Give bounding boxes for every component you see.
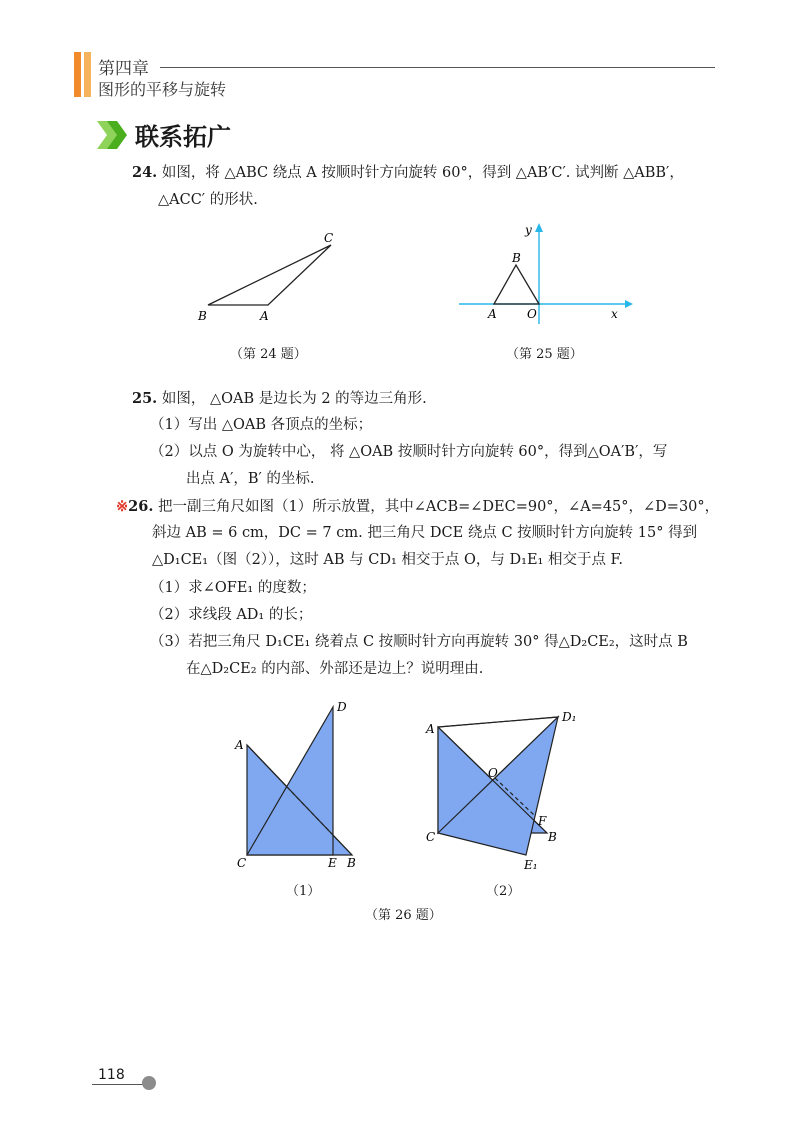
figure-25 (455, 220, 635, 325)
q25-part2a: （2）以点 O 为旋转中心， 将 △OAB 按顺时针方向旋转 60°，得到△OA′B′，写 (150, 444, 668, 460)
q25-line1: 如图， △OAB 是边长为 2 的等边三角形. (161, 391, 427, 407)
fig26-2-label-d1: D₁ (562, 710, 577, 724)
fig26-1-label-c: C (237, 856, 247, 870)
q25-caption: （第 25 题） (506, 347, 583, 362)
fig25-label-x: x (611, 307, 618, 321)
q24-caption: （第 24 题） (230, 347, 307, 362)
double-chevron-icon (95, 119, 131, 151)
q25-text-line1 (132, 390, 427, 408)
fig25-label-a: A (488, 307, 497, 321)
q26-fig2-caption: （2） (486, 884, 521, 899)
q24-text-line1 (132, 164, 684, 182)
q26-part1: （1）求∠OFE₁ 的度数； (150, 580, 316, 596)
q25-part2b: 出点 A′，B′ 的坐标. (186, 471, 315, 487)
q26-part3a: （3）若把三角尺 D₁CE₁ 绕着点 C 按顺时针方向再旋转 30° 得△D₂CE₂，这时点 B (150, 634, 688, 650)
q26-text-line1 (116, 498, 719, 516)
fig24-label-b: B (198, 309, 207, 323)
figure-24 (190, 228, 350, 328)
q26-part3b: 在△D₂CE₂ 的内部、外部还是边上？说明理由. (186, 661, 484, 677)
figure-26-1 (225, 695, 365, 870)
fig26-1-label-a: A (235, 738, 244, 752)
fig26-2-label-b: B (548, 830, 557, 844)
q26-caption: （第 26 题） (365, 908, 442, 923)
page-number-rule (92, 1084, 148, 1085)
chapter-number: 第四章 (98, 59, 149, 79)
fig26-1-label-e: E (328, 856, 337, 870)
q24-number: 24. (132, 164, 158, 181)
fig26-2-label-e1: E₁ (524, 858, 538, 872)
q26-number: 26. (128, 498, 154, 515)
q25-number: 25. (132, 390, 158, 407)
fig26-2-label-a: A (426, 722, 435, 736)
section-title: 联系拓广 (135, 123, 231, 151)
fig25-label-y: y (525, 223, 532, 237)
fig26-2-label-o: O (488, 766, 498, 780)
figure-26-2 (420, 705, 590, 875)
q26-fig1-caption: （1） (286, 884, 321, 899)
section-heading (95, 117, 231, 152)
q26-line2: 斜边 AB = 6 cm，DC = 7 cm. 把三角尺 DCE 绕点 C 按顺时针方向旋转 15° 得到 (152, 525, 698, 541)
fig26-1-label-b: B (347, 856, 356, 870)
fig26-2-label-c: C (426, 830, 436, 844)
q26-part2: （2）求线段 AD₁ 的长； (150, 607, 313, 623)
chapter-accent-bar (74, 52, 81, 97)
fig24-label-c: C (324, 231, 334, 245)
q25-part1: （1）写出 △OAB 各顶点的坐标； (150, 417, 373, 433)
fig24-label-a: A (260, 309, 269, 323)
page-dot-icon (142, 1076, 156, 1090)
chapter-accent-bar-light (84, 52, 91, 97)
fig25-label-b: B (512, 251, 521, 265)
q24-line2: △ACC′ 的形状. (158, 192, 258, 208)
page-number: 118 (98, 1067, 125, 1083)
q26-line3: △D₁CE₁（图（2）），这时 AB 与 CD₁ 相交于点 O，与 D₁E₁ 相交于点 F. (152, 552, 623, 568)
fig25-label-o: O (527, 307, 537, 321)
q26-line1: 把一副三角尺如图（1）所示放置，其中∠ACB=∠DEC=90°，∠A=45°，∠D=30°， (158, 499, 720, 515)
chapter-title: 图形的平移与旋转 (98, 80, 227, 99)
fig26-1-label-d: D (337, 700, 347, 714)
q26-star-mark: ※ (116, 498, 129, 515)
fig26-2-label-f: F (538, 814, 547, 828)
q24-line1: 如图，将 △ABC 绕点 A 按顺时针方向旋转 60°，得到 △AB′C′. 试判断 △ABB′， (161, 165, 684, 181)
header-rule (160, 67, 715, 68)
